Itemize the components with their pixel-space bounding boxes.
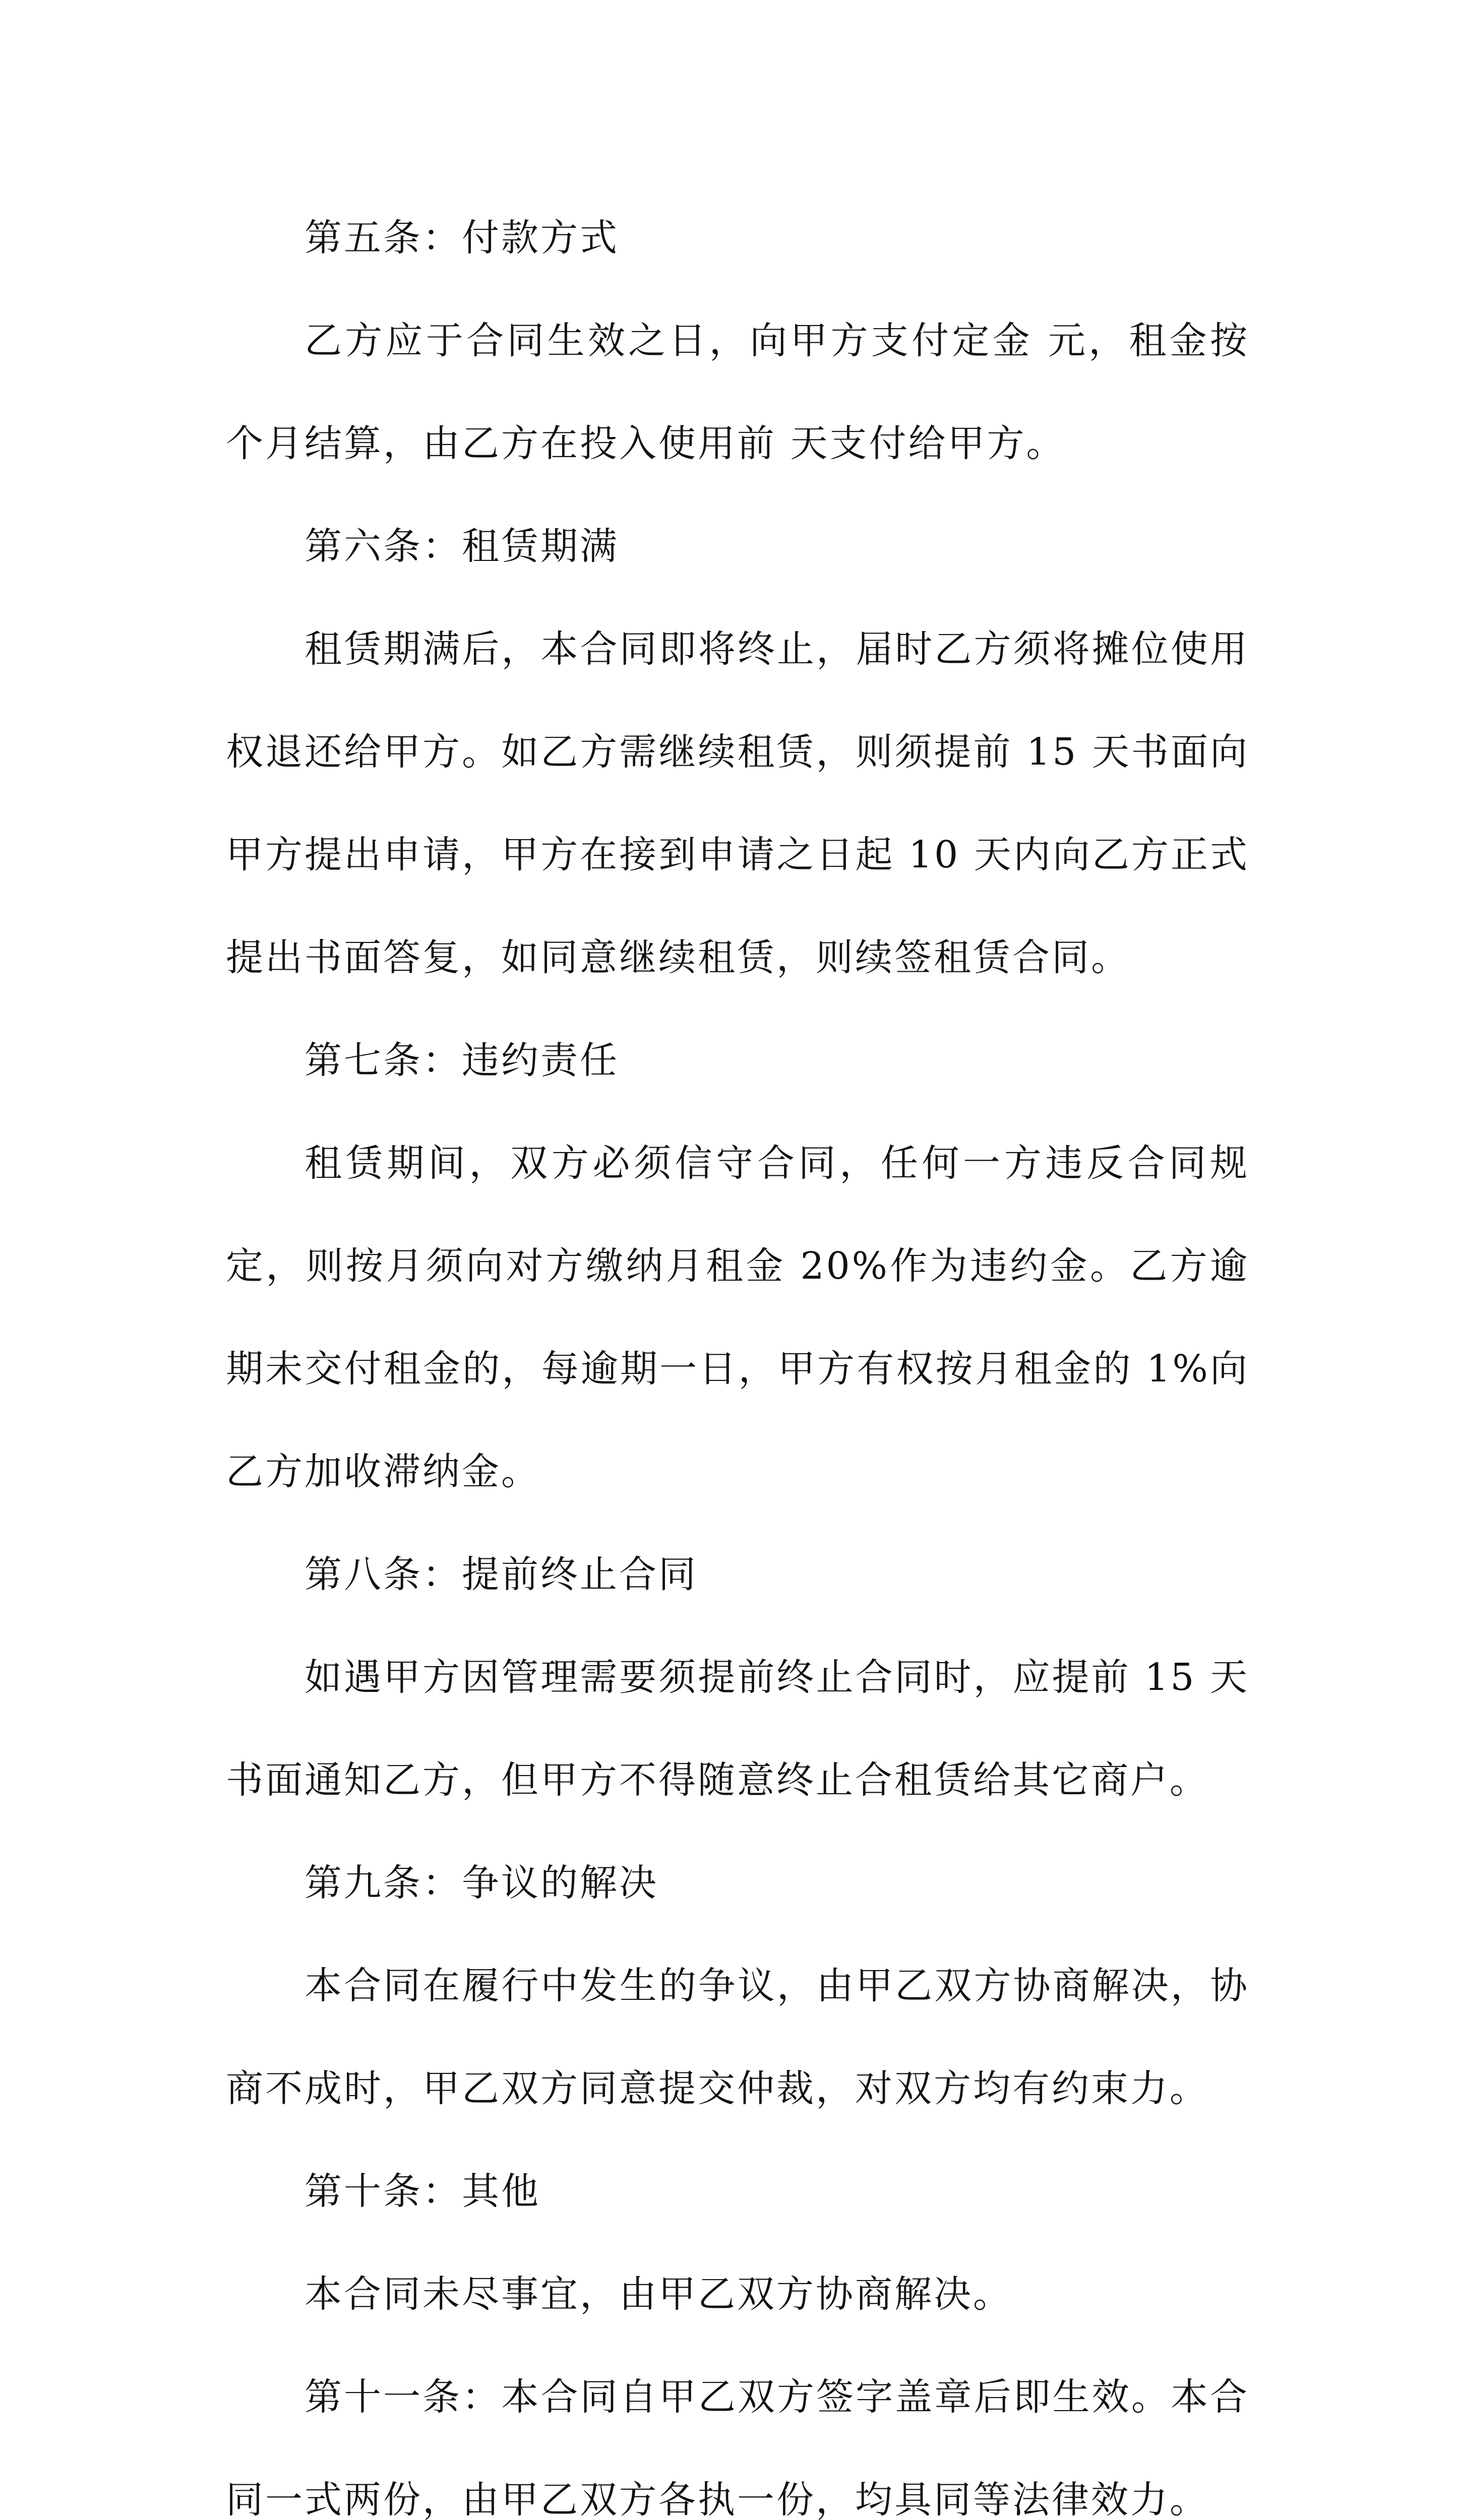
article-11-body: 第十一条：本合同自甲乙双方签字盖章后即生效。本合同一式两份，由甲乙双方各执一份，均具同等法律效力。 — [226, 2375, 1249, 2520]
article-7-heading: 第七条：违约责任 — [305, 1039, 619, 1082]
article-8-body: 如遇甲方因管理需要须提前终止合同时，应提前 15 天书面通知乙方，但甲方不得随意终止合租赁给其它商户。 — [226, 1656, 1249, 1802]
document-page — [226, 186, 1249, 2520]
article-9-heading: 第九条：争议的解决 — [305, 1861, 658, 1905]
article-10-body: 本合同未尽事宜，由甲乙双方协商解决。 — [305, 2273, 1012, 2316]
article-5-heading: 第五条：付款方式 — [305, 216, 619, 260]
article-6-heading: 第六条：租赁期满 — [305, 525, 619, 568]
article-10-heading: 第十条：其他 — [305, 2170, 540, 2213]
article-6-body: 租赁期满后，本合同即将终止，届时乙方须将摊位使用权退还给甲方。如乙方需继续租赁，则须提前 15 天书面向甲方提出申请，甲方在接到申请之日起 10 天内向乙方正式提出书面答复，如同意继续租赁，则续签租赁合同。 — [226, 627, 1249, 979]
article-5-body: 乙方应于合同生效之日，向甲方支付定金 元，租金按 个月结算，由乙方在投入使用前 天支付给甲方。 — [226, 319, 1249, 465]
article-8-heading: 第八条：提前终止合同 — [305, 1553, 698, 1596]
article-9-body: 本合同在履行中发生的争议，由甲乙双方协商解决，协商不成时，甲乙双方同意提交仲裁，对双方均有约束力。 — [226, 1964, 1249, 2110]
article-7-body: 租赁期间，双方必须信守合同，任何一方违反合同规定，则按月须向对方缴纳月租金 20%作为违约金。乙方逾期未交付租金的，每逾期一日，甲方有权按月租金的 1%向乙方加收滞纳金。 — [226, 1142, 1249, 1493]
